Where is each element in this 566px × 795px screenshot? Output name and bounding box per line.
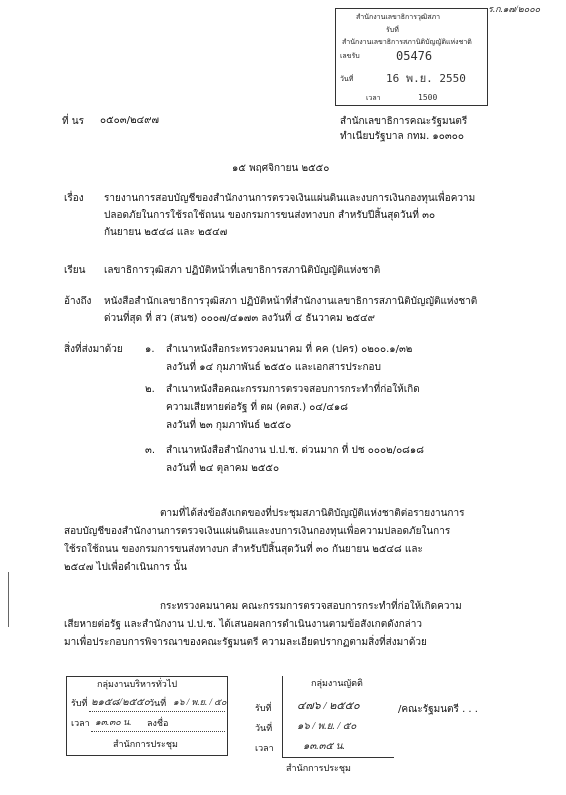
enclosure-line: ลงวันที่ ๒๓ กุมภาพันธ์ ๒๕๕๐	[166, 420, 292, 431]
enclosure-line: ลงวันที่ ๑๔ กุมภาพันธ์ ๒๕๕๐ และเอกสารประกอบ	[166, 362, 381, 373]
enclosure-line: ความเสียหายต่อรัฐ ที่ ตผ (คตส.) ๐๔/๔๑๘	[166, 402, 348, 413]
stamp-footer: สำนักการประชุม	[113, 740, 178, 750]
scan-margin-mark	[8, 572, 9, 627]
document-date: ๑๕ พฤศจิกายน ๒๕๕๐	[232, 163, 330, 174]
doc-number: ๐๕๐๓/๒๔๙๗	[100, 115, 159, 126]
reference-label: อ้างถึง	[64, 296, 92, 307]
body-paragraph-1-line: ใช้รถใช้ถนน ของกรมการขนส่งทางบก สำหรับปีสิ้นสุดวันที่ ๓๐ กันยายน ๒๕๔๘ และ	[64, 544, 423, 555]
stamp-office-line1: สำนักงานเลขาธิการวุฒิสภา	[356, 13, 441, 21]
stamp-label-time: เวลา	[71, 719, 90, 729]
stamp-date-hw: ๑๖ / พ.ย. / ๕๐	[297, 721, 357, 732]
stamp-dotted-line	[89, 711, 225, 712]
stamp-time-hw: ๑๓.๓๐ น.	[95, 717, 132, 727]
stamp-label-sign: ลงชื่อ	[147, 719, 169, 729]
subject-line: ปลอดภัยในการใช้รถใช้ถนน ของกรมการขนส่งทางบก สำหรับปีสิ้นสุดวันที่ ๓๐	[104, 210, 436, 221]
stamp-label-time: เวลา	[255, 744, 274, 754]
stamp-label-day: วันที่	[149, 699, 167, 709]
doc-number-label: ที่ นร	[62, 116, 84, 127]
body-paragraph-1-line: ๒๕๔๗ ไปเพื่อดำเนินการ นั้น	[64, 562, 187, 573]
stamp-label-date: วันที่	[255, 724, 273, 734]
subject-label: เรื่อง	[64, 193, 84, 204]
stamp-label-receive: รับที่	[71, 699, 88, 709]
enclosure-line: สำเนาหนังสือคณะกรรมการตรวจสอบการกระทำที่ก่อให้เกิด	[166, 384, 420, 395]
body-paragraph-1-line: สอบบัญชีของสำนักงานการตรวจเงินแผ่นดินและงบการเงินกองทุนเพื่อความปลอดภัยในการ	[64, 526, 451, 537]
stamp-office-line3: สำนักงานเลขาธิการสภานิติบัญญัติแห่งชาติ	[342, 38, 472, 46]
stamp-time-hw: ๑๓.๓๕ น.	[303, 741, 345, 752]
reference-line: ด่วนที่สุด ที่ สว (สนช) ๐๐๐๗/๔๑๗๓ ลงวันที่ ๔ ธันวาคม ๒๕๔๙	[104, 313, 376, 324]
stamp-day-hw: ๑๖ / พ.ย. / ๕๐	[173, 697, 227, 707]
stamp-receive-hw: ๒๑๕๘/๒๕๕๐	[91, 697, 150, 708]
stamp-receipt-no: 05476	[396, 49, 433, 63]
continuation-note: /คณะรัฐมนตรี . . .	[398, 704, 478, 715]
stamp-dotted-line	[91, 731, 225, 732]
margin-note: ร.ก.๑๗/๒๐๐๐	[488, 4, 541, 14]
stamp-title: กลุ่มงานบริหารทั่วไป	[97, 680, 178, 690]
subject-line: กันยายน ๒๕๔๘ และ ๒๕๔๗	[104, 227, 228, 238]
stamp-title: กลุ่มงานญัตติ	[311, 679, 363, 689]
general-admin-stamp	[66, 676, 228, 756]
stamp-no-hw: ๔๗๖ / ๒๕๕๐	[297, 700, 360, 712]
stamp-label-no: เลขรับ	[340, 52, 360, 60]
sender-line2: ทำเนียบรัฐบาล กทม. ๑๐๓๐๐	[340, 131, 464, 142]
motions-stamp	[255, 676, 394, 758]
enclosure-label: สิ่งที่ส่งมาด้วย	[64, 344, 123, 355]
enclosure-number: ๒.	[145, 384, 155, 395]
body-paragraph-1-line: ตามที่ได้ส่งข้อสังเกตของที่ประชุมสภานิติบัญญัติแห่งชาติต่อรายงานการ	[160, 508, 465, 519]
stamp-time: 1500	[418, 93, 438, 102]
enclosure-line: ลงวันที่ ๒๔ ตุลาคม ๒๕๕๐	[166, 463, 280, 474]
stamp-label-time: เวลา	[366, 94, 381, 102]
enclosure-number: ๑.	[145, 344, 155, 355]
stamp-label-date: วันที่	[340, 75, 354, 83]
enclosure-number: ๓.	[145, 445, 156, 456]
body-paragraph-2-line: เสียหายต่อรัฐ และสำนักงาน ป.ป.ช. ได้เสนอผลการดำเนินงานตามข้อสังเกตดังกล่าว	[64, 619, 423, 630]
to-text: เลขาธิการวุฒิสภา ปฏิบัติหน้าที่เลขาธิการสภานิติบัญญัติแห่งชาติ	[104, 265, 381, 276]
reference-line: หนังสือสำนักเลขาธิการวุฒิสภา ปฏิบัติหน้าที่สำนักงานเลขาธิการสภานิติบัญญัติแห่งชาติ	[104, 296, 478, 307]
stamp-label-no: รับที่	[255, 704, 272, 714]
to-label: เรียน	[64, 265, 86, 276]
body-paragraph-2-line: กระทรวงคมนาคม คณะกรรมการตรวจสอบการกระทำที่ก่อให้เกิดความ	[160, 601, 462, 612]
subject-line: รายงานการสอบบัญชีของสำนักงานการตรวจเงินแผ่นดินและงบการเงินกองทุนเพื่อความ	[104, 193, 476, 204]
body-paragraph-2-line: มาเพื่อประกอบการพิจารณาของคณะรัฐมนตรี ความละเอียดปรากฏตามสิ่งที่ส่งมาด้วย	[64, 637, 427, 648]
enclosure-line: สำเนาหนังสือกระทรวงคมนาคม ที่ คค (ปคร) ๐๒๐๐.๑/๓๒	[166, 344, 413, 355]
enclosure-line: สำเนาหนังสือสำนักงาน ป.ป.ช. ด่วนมาก ที่ ปช ๐๐๐๒/๐๘๑๘	[166, 445, 424, 456]
receiving-stamp	[335, 8, 488, 106]
stamp-right-footer: สำนักการประชุม	[286, 764, 351, 774]
sender-line1: สำนักเลขาธิการคณะรัฐมนตรี	[340, 116, 468, 127]
stamp-office-line2: รับที่	[386, 26, 399, 34]
stamp-date: 16 พ.ย. 2550	[386, 72, 466, 85]
